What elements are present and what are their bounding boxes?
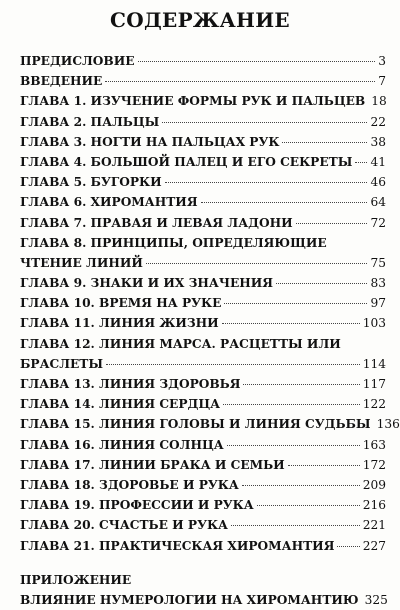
toc-entry-title: ГЛАВА 17. ЛИНИИ БРАКА И СЕМЬИ (20, 457, 285, 472)
toc-entry[interactable] (20, 71, 386, 91)
toc-entry[interactable] (20, 91, 386, 111)
toc-entry-title: ГЛАВА 21. ПРАКТИЧЕСКАЯ ХИРОМАНТИЯ (20, 538, 335, 553)
dot-leader (337, 546, 359, 547)
toc-entry-title: ГЛАВА 1. ИЗУЧЕНИЕ ФОРМЫ РУК И ПАЛЬЦЕВ (20, 94, 366, 109)
toc-entry-title: ГЛАВА 18. ЗДОРОВЬЕ И РУКА (20, 477, 239, 492)
toc-entry-title-line1: ГЛАВА 8. ПРИНЦИПЫ, ОПРЕДЕЛЯЮЩИЕ (20, 235, 327, 250)
dot-leader (296, 223, 368, 224)
toc-page-number: 3 (378, 54, 386, 68)
dot-leader (355, 162, 367, 163)
toc-page-number: 325 (364, 592, 388, 607)
toc-page-number: 18 (371, 94, 387, 109)
toc-page-number: 72 (370, 215, 386, 230)
toc-entry-title: ГЛАВА 7. ПРАВАЯ И ЛЕВАЯ ЛАДОНИ (20, 215, 293, 230)
toc-entry[interactable] (20, 51, 386, 71)
toc-page-number: 97 (370, 296, 386, 311)
toc-entry[interactable] (20, 414, 400, 434)
toc-page-number: 103 (362, 316, 386, 331)
toc-entry[interactable] (20, 515, 386, 535)
toc-entry[interactable] (20, 334, 386, 374)
toc-entry[interactable] (20, 455, 386, 475)
dot-leader (162, 122, 367, 123)
dot-leader (138, 61, 376, 62)
toc-page-number: 136 (376, 417, 400, 432)
toc-entry-title: ГЛАВА 9. ЗНАКИ И ИХ ЗНАЧЕНИЯ (20, 276, 274, 291)
appendix-gap (20, 556, 386, 570)
toc-page-number: 46 (370, 175, 386, 190)
toc-page-number: 117 (362, 377, 386, 392)
dot-leader (105, 81, 375, 82)
toc-entry-title: ВВЕДЕНИЕ (20, 74, 103, 89)
toc-entry-title: ГЛАВА 4. БОЛЬШОЙ ПАЛЕЦ И ЕГО СЕКРЕТЫ (20, 154, 353, 169)
toc-page-number: 172 (362, 457, 386, 472)
toc-entry-title: ГЛАВА 5. БУГОРКИ (20, 175, 162, 190)
toc-entry[interactable] (20, 435, 386, 455)
page-title: СОДЕРЖАНИЕ (110, 8, 290, 32)
dot-leader (222, 323, 360, 324)
dot-leader (106, 364, 360, 365)
dot-leader (146, 263, 368, 264)
toc-entry[interactable] (20, 313, 386, 333)
toc-entry-title: ПРЕДИСЛОВИЕ (20, 54, 135, 68)
toc-entry[interactable] (20, 132, 386, 152)
dot-leader (288, 465, 360, 466)
dot-leader (231, 525, 360, 526)
toc-entry-title: ГЛАВА 15. ЛИНИЯ ГОЛОВЫ И ЛИНИЯ СУДЬБЫ (20, 417, 371, 432)
toc-page-number: 122 (362, 397, 386, 412)
dot-leader (224, 303, 367, 304)
toc-entry-title: ГЛАВА 14. ЛИНИЯ СЕРДЦА (20, 397, 221, 412)
toc-entry-title: ВЛИЯНИЕ НУМЕРОЛОГИИ НА ХИРОМАНТИЮ (20, 592, 359, 607)
toc-entry-title: ГЛАВА 11. ЛИНИЯ ЖИЗНИ (20, 316, 219, 331)
toc-page-number: 38 (370, 134, 386, 149)
dot-leader (227, 445, 360, 446)
toc-page-number: 7 (378, 74, 386, 89)
toc-page-number: 221 (362, 518, 386, 533)
toc-page-number: 41 (370, 154, 386, 169)
dot-leader (165, 182, 368, 183)
toc-entry[interactable] (20, 293, 386, 313)
toc-entry-title: ГЛАВА 16. ЛИНИЯ СОЛНЦА (20, 437, 224, 452)
dot-leader (201, 202, 368, 203)
dot-leader (243, 384, 359, 385)
toc-entry[interactable] (20, 192, 386, 212)
dot-leader (242, 485, 360, 486)
dot-leader (223, 404, 360, 405)
toc-entry[interactable] (20, 495, 386, 515)
toc-entry[interactable] (20, 112, 386, 132)
dot-leader (276, 283, 367, 284)
toc-page-number: 227 (362, 538, 386, 553)
toc-entry[interactable] (20, 394, 386, 414)
toc-entry-appendix[interactable] (20, 570, 386, 610)
toc-entry-title: ГЛАВА 19. ПРОФЕССИИ И РУКА (20, 498, 254, 513)
toc-entry-title: ГЛАВА 2. ПАЛЬЦЫ (20, 114, 160, 129)
appendix-heading: ПРИЛОЖЕНИЕ (20, 572, 132, 587)
toc-entry[interactable] (20, 536, 386, 556)
toc-page-number: 114 (362, 356, 386, 371)
toc-page-number: 163 (362, 437, 386, 452)
toc-entry-title: ГЛАВА 3. НОГТИ НА ПАЛЬЦАХ РУК (20, 134, 280, 149)
toc-entry-title: ГЛАВА 10. ВРЕМЯ НА РУКЕ (20, 296, 222, 311)
toc-page-number: 75 (370, 255, 386, 270)
toc-entry-title-line1: ГЛАВА 12. ЛИНИЯ МАРСА. РАСЦЕТТЫ ИЛИ (20, 336, 341, 351)
toc-entry-title: ГЛАВА 6. ХИРОМАНТИЯ (20, 195, 198, 210)
toc-entry[interactable] (20, 152, 386, 172)
toc-page-number: 216 (362, 498, 386, 513)
dot-leader (282, 142, 367, 143)
toc-entry[interactable] (20, 374, 386, 394)
table-of-contents (20, 51, 400, 610)
toc-entry[interactable] (20, 233, 386, 273)
toc-entry-title: БРАСЛЕТЫ (20, 356, 103, 371)
toc-list (20, 51, 400, 556)
toc-entry-title: ГЛАВА 20. СЧАСТЬЕ И РУКА (20, 518, 228, 533)
toc-entry-title: ЧТЕНИЕ ЛИНИЙ (20, 255, 143, 270)
toc-entry[interactable] (20, 475, 386, 495)
toc-entry[interactable] (20, 213, 386, 233)
toc-page-number: 64 (370, 195, 386, 210)
toc-entry-title: ГЛАВА 13. ЛИНИЯ ЗДОРОВЬЯ (20, 377, 241, 392)
toc-entry[interactable] (20, 172, 386, 192)
dot-leader (257, 505, 360, 506)
toc-page-number: 22 (370, 114, 386, 129)
toc-page-number: 209 (362, 477, 386, 492)
toc-page-number: 83 (370, 276, 386, 291)
toc-entry[interactable] (20, 273, 386, 293)
